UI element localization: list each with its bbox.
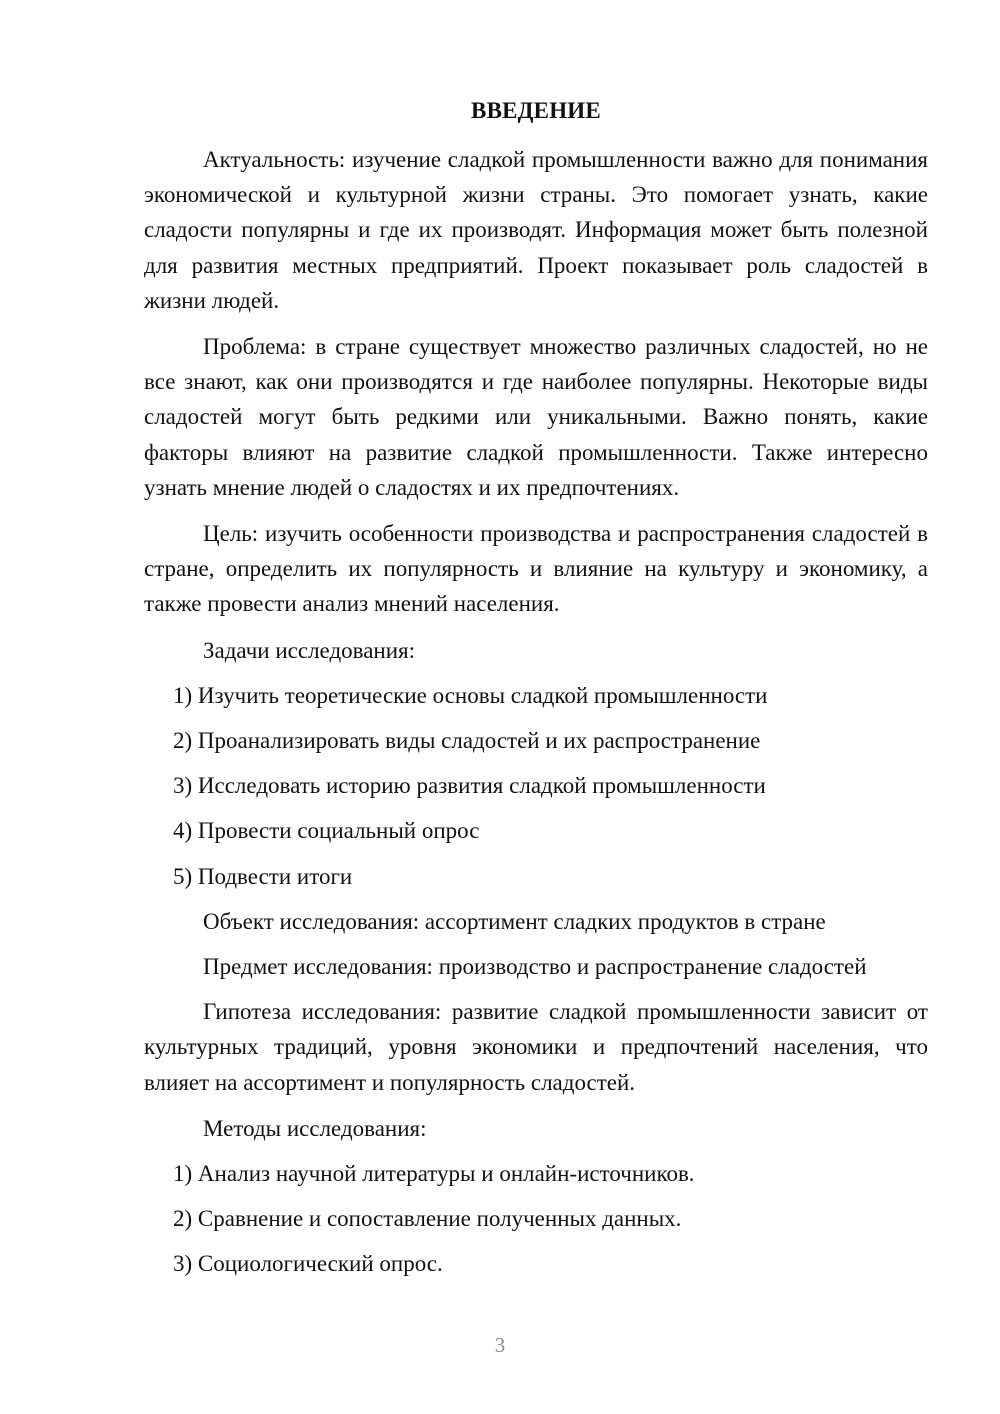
method-item: 2) Сравнение и сопоставление полученных данных.: [173, 1206, 682, 1232]
task-item: 2) Проанализировать виды сладостей и их распространение: [173, 728, 761, 754]
task-item: 1) Изучить теоретические основы сладкой промышленности: [173, 682, 768, 708]
hypothesis-paragraph: Гипотеза исследования: развитие сладкой промышленности зависит от культурных традиций, уровня экономики и предпочтений населения, что влияет на ассортимент и популярность сладостей.: [144, 999, 928, 1095]
tasks-list: [144, 678, 928, 894]
research-subject: Предмет исследования: производство и распространение сладостей: [203, 954, 867, 980]
problem-paragraph: Проблема: в стране существует множество различных сладостей, но не все знают, как они производятся и где наиболее популярны. Некоторые виды сладостей могут быть редкими или уникальными. Важно понять, какие факторы влияют на развитие сладкой промышленности. Также интересно узнать мнение людей о сладостях и их предпочтениях.: [144, 334, 928, 500]
method-item: 1) Анализ научной литературы и онлайн-источников.: [173, 1161, 695, 1187]
goal-paragraph: Цель: изучить особенности производства и распространения сладостей в стране, определить их популярность и влияние на культуру и экономику, а также провести анализ мнений населения.: [144, 521, 928, 617]
task-item: 4) Провести социальный опрос: [173, 818, 480, 844]
method-item: 3) Социологический опрос.: [173, 1251, 443, 1277]
section-title: ВВЕДЕНИЕ: [471, 98, 601, 123]
research-object: Объект исследования: ассортимент сладких продуктов в стране: [203, 908, 826, 934]
task-item: 5) Подвести итоги: [173, 863, 353, 889]
methods-list: [144, 1156, 928, 1282]
tasks-heading: Задачи исследования:: [203, 637, 416, 663]
page-number: 3: [494, 1333, 506, 1357]
task-item: 3) Исследовать историю развития сладкой промышленности: [173, 773, 766, 799]
methods-heading: Методы исследования:: [203, 1115, 427, 1141]
page-content: [144, 94, 928, 1292]
relevance-paragraph: Актуальность: изучение сладкой промышленности важно для понимания экономической и культурной жизни страны. Это помогает узнать, какие сладости популярны и где их производят. Информация может быть полезной для развития местных предприятий. Проект показывает роль сладостей в жизни людей.: [144, 147, 928, 313]
